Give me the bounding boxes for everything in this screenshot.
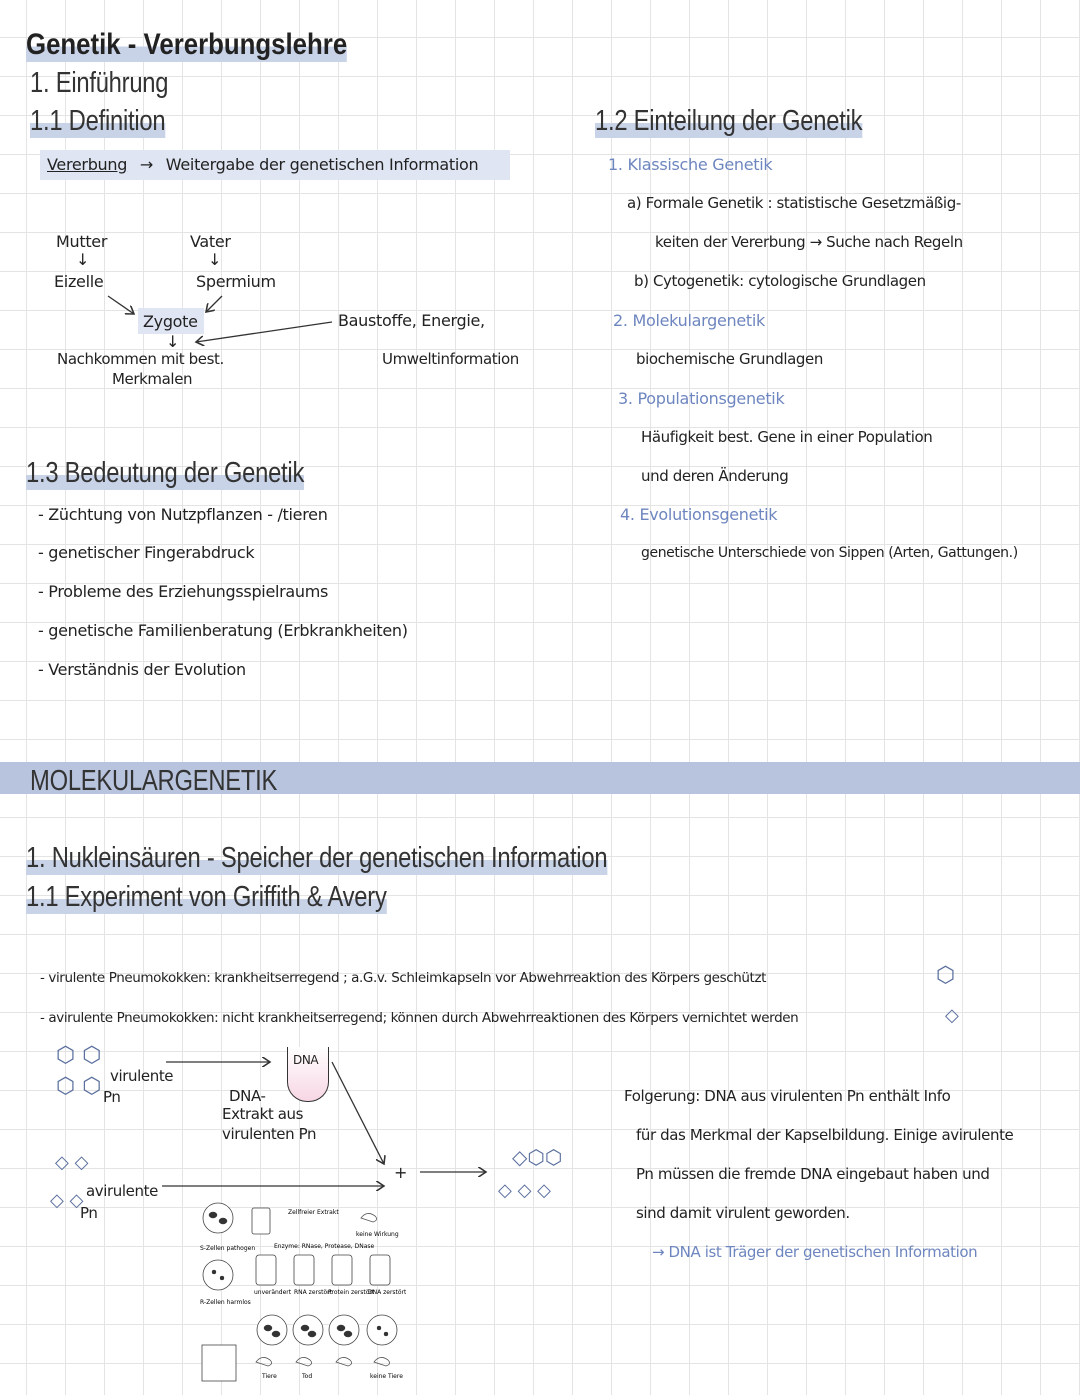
definition-term: Vererbung <box>47 155 128 174</box>
plus-sign: + <box>394 1163 408 1182</box>
section-heading-1: 1. Einführung <box>30 67 169 99</box>
offspring-label-1: Nachkommen mit best. <box>57 350 224 368</box>
fig-label-protein: Protein zerstört <box>328 1289 375 1296</box>
section-heading-1-1: 1.1 Definition <box>30 105 166 137</box>
avirulent-pn-label-2: Pn <box>80 1204 98 1222</box>
sperm-to-zygote-arrow <box>206 296 222 312</box>
mother-label: Mutter <box>56 232 108 251</box>
importance-item-1: - Züchtung von Nutzpflanzen - /tieren <box>38 505 328 524</box>
inputs-to-zygote-arrow <box>196 322 332 342</box>
avirulent-cells-icon-2: ◇ ◇ <box>50 1190 84 1211</box>
sperm-label: Spermium <box>196 272 276 291</box>
result-cells-icon: ◇⬡⬡ <box>512 1145 563 1169</box>
father-down-arrow: ↓ <box>208 250 222 269</box>
dna-tube-label: DNA <box>293 1053 319 1067</box>
class-item-2: 2. Molekulargenetik <box>613 311 765 330</box>
importance-item-3: - Probleme des Erziehungsspielraums <box>38 582 329 601</box>
tube-2 <box>294 1255 314 1285</box>
extract-tube <box>252 1208 270 1234</box>
class-item-3: 3. Populationsgenetik <box>618 389 785 408</box>
definition-text: Weitergabe der genetischen Information <box>165 155 479 174</box>
virulent-cells-icon: ⬡ ⬡ <box>56 1043 102 1068</box>
griffith-avery-figure <box>196 1200 406 1390</box>
section-heading-1-2: 1.2 Einteilung der Genetik <box>595 105 863 137</box>
fig-label-extract: Zellfreier Extrakt <box>288 1209 339 1216</box>
zygote-down-arrow: ↓ <box>166 332 180 351</box>
importance-item-4: - genetische Familienberatung (Erbkrankheiten) <box>38 621 408 640</box>
tube-3 <box>332 1255 352 1285</box>
class-item-3-desc-cont: und deren Änderung <box>641 467 789 485</box>
mol-heading-1: 1. Nukleinsäuren - Speicher der genetischen Information <box>26 842 608 874</box>
virulent-pn-label-2: Pn <box>103 1088 121 1106</box>
fig-label-no-animals: keine Tiere <box>370 1373 403 1380</box>
fig-label-animals: Tiere <box>262 1373 277 1380</box>
dna-extract-label-3: virulenten Pn <box>222 1125 317 1143</box>
fig-label-r-cells: R-Zellen harmlos <box>200 1299 251 1306</box>
tube-1 <box>256 1255 276 1285</box>
definition-arrow: → <box>139 155 153 174</box>
zygote-label: Zygote <box>143 312 198 331</box>
mother-down-arrow: ↓ <box>76 250 90 269</box>
class-item-1a-cont: keiten der Vererbung → Suche nach Regeln <box>655 233 963 251</box>
importance-item-2: - genetischer Fingerabdruck <box>38 543 255 562</box>
inputs-label-2: Umweltinformation <box>382 350 519 368</box>
class-item-1a: a) Formale Genetik : statistische Gesetzmäßig- <box>627 194 961 212</box>
mol-heading-1-1: 1.1 Experiment von Griffith & Avery <box>26 881 387 913</box>
result-dish-4 <box>367 1315 397 1345</box>
conclusion-line-3: Pn müssen die fremde DNA eingebaut haben und <box>636 1165 990 1183</box>
class-item-3-desc: Häufigkeit best. Gene in einer Population <box>641 428 933 446</box>
virulent-cell-icon: ⬡ <box>936 963 956 988</box>
conclusion-line-2: für das Merkmal der Kapselbildung. Einige avirulente <box>636 1126 1014 1144</box>
conclusion-result: → DNA ist Träger der genetischen Information <box>652 1243 978 1261</box>
fig-label-rna: RNA zerstört <box>294 1289 332 1296</box>
fig-label-s-cells: S-Zellen pathogen <box>200 1245 256 1252</box>
egg-to-zygote-arrow <box>108 296 134 314</box>
avirulent-pn-label-1: avirulente <box>86 1182 158 1200</box>
class-item-1: 1. Klassische Genetik <box>608 155 773 174</box>
father-label: Vater <box>190 232 231 251</box>
fig-label-death: Tod <box>302 1373 313 1380</box>
fig-label-no-effect: keine Wirkung <box>356 1231 399 1238</box>
fig-label-dna: DNA zerstört <box>368 1289 406 1296</box>
offspring-label-2: Merkmalen <box>112 370 193 388</box>
main-title: Genetik - Vererbungslehre <box>26 28 348 61</box>
section-heading-1-3: 1.3 Bedeutung der Genetik <box>26 457 305 489</box>
result-dish-1 <box>257 1315 287 1345</box>
egg-label: Eizelle <box>54 272 104 291</box>
dna-extract-label-2: Extrakt aus <box>222 1105 304 1123</box>
conclusion-line-1: Folgerung: DNA aus virulenten Pn enthält Info <box>624 1087 951 1105</box>
avirulent-description: - avirulente Pneumokokken: nicht krankheitserregend; können durch Abwehrreaktionen des Körpers vernichtet werden <box>40 1010 799 1026</box>
s-cells-dish <box>203 1203 233 1233</box>
virulent-description: - virulente Pneumokokken: krankheitserregend ; a.G.v. Schleimkapseln vor Abwehrreaktion des Körpers geschützt <box>40 970 767 986</box>
experiment-arrows <box>0 1040 500 1200</box>
virulent-pn-label-1: virulente <box>110 1067 174 1085</box>
inputs-label-1: Baustoffe, Energie, <box>338 311 485 330</box>
fig-label-enzymes: Enzyme: RNase, Protease, DNase <box>274 1243 375 1250</box>
result-cells-icon-2: ◇ ◇ ◇ <box>498 1180 551 1201</box>
r-cells-dish <box>203 1260 233 1290</box>
virulent-cells-icon-2: ⬡ ⬡ <box>56 1074 102 1099</box>
class-item-2-desc: biochemische Grundlagen <box>636 350 823 368</box>
dna-extract-label-1: DNA- <box>229 1087 266 1105</box>
legend-box <box>202 1345 236 1381</box>
importance-item-5: - Verständnis der Evolution <box>38 660 246 679</box>
avirulent-cell-icon: ◇ <box>945 1005 959 1026</box>
class-item-1b: b) Cytogenetik: cytologische Grundlagen <box>634 272 926 290</box>
class-item-4: 4. Evolutionsgenetik <box>620 505 778 524</box>
conclusion-line-4: sind damit virulent geworden. <box>636 1204 850 1222</box>
diagram-arrows <box>0 0 560 400</box>
dna-to-mix-arrow <box>332 1062 384 1164</box>
avirulent-cells-icon: ◇ ◇ <box>55 1152 89 1173</box>
tube-4 <box>370 1255 390 1285</box>
fig-label-unchanged: unverändert <box>254 1289 292 1296</box>
class-item-4-desc: genetische Unterschiede von Sippen (Arten, Gattungen.) <box>641 545 1018 561</box>
banner-label: MOLEKULARGENETIK <box>30 765 278 797</box>
